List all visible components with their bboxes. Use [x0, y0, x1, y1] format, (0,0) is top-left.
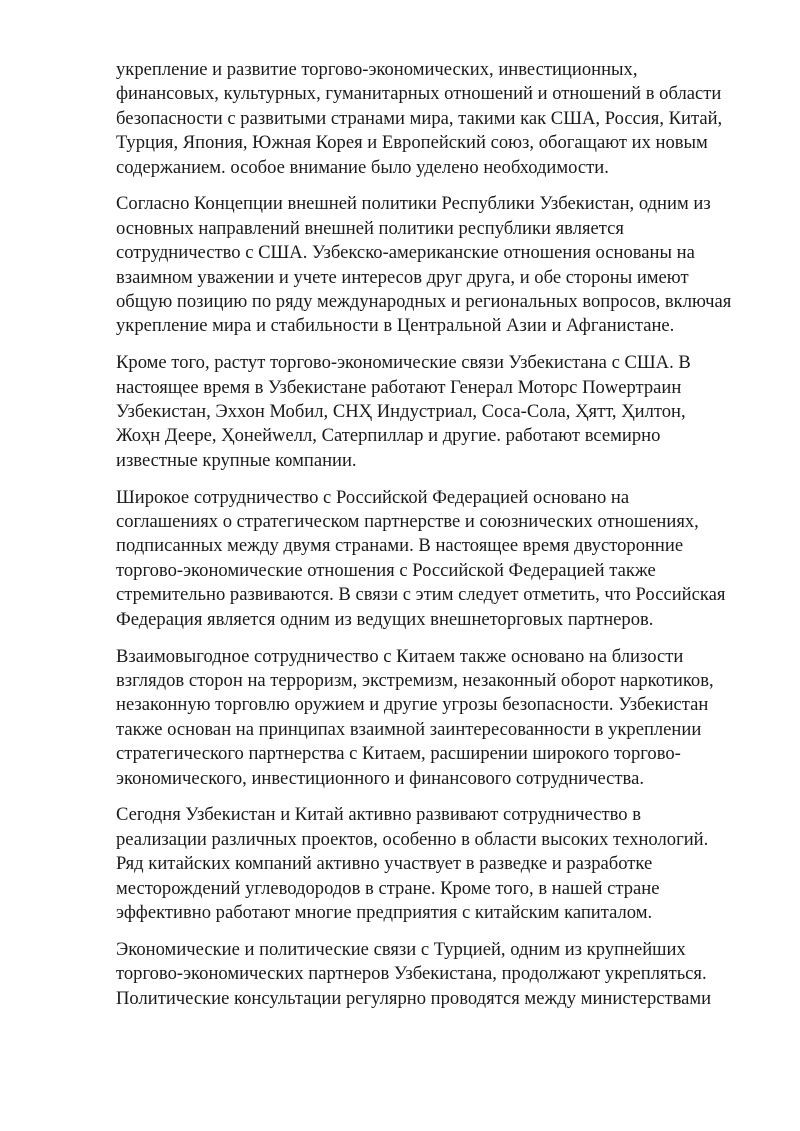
text-line: взаимном уважении и учете интересов друг друга, и обе стороны имеют	[116, 266, 689, 288]
text-line: подписанных между двумя странами. В настоящее время двусторонние	[116, 535, 684, 557]
text-line: финансовых, культурных, гуманитарных отношений и отношений в области	[116, 83, 722, 105]
text-line: торгово-экономических партнеров Узбекистана, продолжают укрепляться.	[116, 963, 707, 985]
document-page	[116, 58, 746, 1023]
text-line: Политические консультации регулярно проводятся между министерствами	[116, 987, 712, 1009]
text-line: Турция, Япония, Южная Корея и Европейский союз, обогащают их новым	[116, 132, 708, 154]
text-line: экономического, инвестиционного и финансового сотрудничества.	[116, 767, 644, 789]
text-line: Жоҳн Деере, Ҳонейwелл, Сатерпиллар и другие. работают всемирно	[116, 425, 661, 447]
text-line: сотрудничество с США. Узбекско-американские отношения основаны на	[116, 242, 695, 264]
text-line: месторождений углеводородов в стране. Кроме того, в нашей стране	[116, 877, 660, 899]
text-line: Взаимовыгодное сотрудничество с Китаем также основано на близости	[116, 645, 684, 667]
text-line: содержанием. особое внимание было уделено необходимости.	[116, 156, 609, 178]
text-line: Кроме того, растут торгово-экономические связи Узбекистана с США. В	[116, 352, 691, 374]
text-line: Экономические и политические связи с Турцией, одним из крупнейших	[116, 938, 686, 960]
paragraph-2	[116, 192, 746, 338]
text-line: соглашениях о стратегическом партнерстве и союзнических отношениях,	[116, 511, 699, 533]
text-line: основных направлений внешней политики республики является	[116, 217, 624, 239]
text-line: Узбекистан, Эххон Мобил, СНҲ Индустриал, Соса-Сола, Ҳятт, Ҳилтон,	[116, 401, 686, 423]
paragraph-7	[116, 938, 746, 1011]
text-line: стратегического партнерства с Китаем, расширении широкого торгово-	[116, 743, 681, 765]
text-line: Широкое сотрудничество с Российской Федерацией основано на	[116, 486, 630, 508]
text-line: Сегодня Узбекистан и Китай активно развивают сотрудничество в	[116, 804, 641, 826]
text-line: укрепление и развитие торгово-экономических, инвестиционных,	[116, 59, 638, 80]
text-line: известные крупные компании.	[116, 449, 357, 471]
text-line: незаконную торговлю оружием и другие угрозы безопасности. Узбекистан	[116, 694, 709, 716]
text-line: общую позицию по ряду международных и региональных вопросов, включая	[116, 291, 732, 313]
text-line: взглядов сторон на терроризм, экстремизм, незаконный оборот наркотиков,	[116, 669, 714, 691]
text-line: реализации различных проектов, особенно в области высоких технологий.	[116, 828, 709, 850]
text-line: также основан на принципах взаимной заинтересованности в укреплении	[116, 718, 702, 740]
text-line: Ряд китайских компаний активно участвует в разведке и разработке	[116, 853, 653, 875]
paragraph-6	[116, 803, 746, 925]
text-line: укрепление мира и стабильности в Центральной Азии и Афганистане.	[116, 315, 675, 337]
text-line: торгово-экономические отношения с Российской Федерацией также	[116, 559, 656, 581]
text-line: стремительно развиваются. В связи с этим следует отметить, что Российская	[116, 584, 726, 606]
text-line: безопасности с развитыми странами мира, такими как США, Россия, Китай,	[116, 107, 723, 129]
text-line: Согласно Концепции внешней политики Республики Узбекистан, одним из	[116, 193, 711, 215]
paragraph-5	[116, 645, 746, 791]
paragraph-1	[116, 58, 746, 180]
paragraph-4	[116, 486, 746, 632]
paragraph-3	[116, 351, 746, 473]
text-line: Федерация является одним из ведущих внешнеторговых партнеров.	[116, 608, 654, 630]
text-line: настоящее время в Узбекистане работают Генерал Моторс Пowертраин	[116, 376, 682, 398]
text-line: эффективно работают многие предприятия с китайским капиталом.	[116, 901, 653, 923]
